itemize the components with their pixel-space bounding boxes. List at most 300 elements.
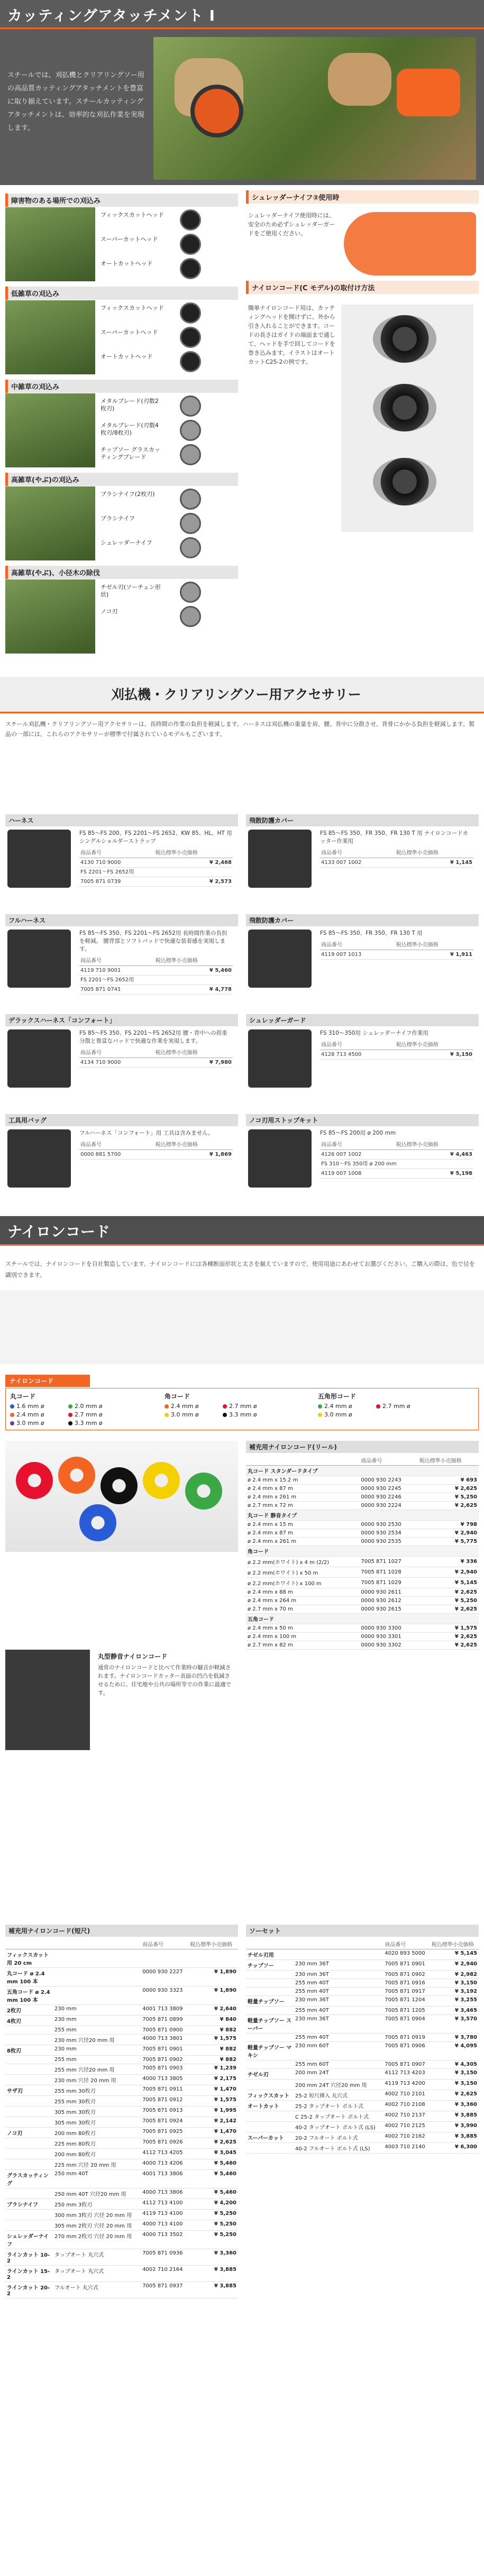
usage-group-title: 高雑草(やぶ)の刈込み bbox=[5, 473, 238, 486]
accessory-desc-text: FS 85〜FS 350、FS 2201〜FS 2652用 腰・背中への荷重分散と豊富なパッドで快適な作業を実現します。 bbox=[79, 1030, 227, 1044]
part-spec: 230 mm 36T bbox=[294, 1971, 383, 1979]
table-row bbox=[5, 2045, 238, 2056]
code-header: 商品番号 bbox=[320, 1140, 395, 1150]
accessory-body bbox=[5, 1029, 238, 1114]
table-row bbox=[246, 1971, 479, 1979]
usage-items bbox=[101, 207, 238, 280]
table-row bbox=[5, 1986, 238, 2005]
accessory-image bbox=[248, 1029, 312, 1088]
product-price: ¥ 3,150 bbox=[430, 2080, 479, 2090]
usage-photo bbox=[5, 486, 95, 560]
part-spec: 250 mm 40T 穴径20 mm 用 bbox=[53, 2188, 141, 2199]
table-row bbox=[79, 1150, 233, 1160]
product-code: 7005 871 0901 bbox=[141, 2045, 188, 2056]
cord-reel-icon bbox=[16, 1462, 53, 1499]
accessory-price-table bbox=[320, 941, 473, 960]
cord-reel-icon bbox=[185, 1473, 222, 1510]
part-spec: 255 mm 30枚刃 bbox=[53, 2085, 141, 2096]
color-dot-icon bbox=[68, 1404, 72, 1409]
product-code: 0000 930 2615 bbox=[359, 1605, 417, 1614]
cord-size-label: 3.3 mm ø bbox=[75, 1420, 103, 1427]
table-row bbox=[246, 2034, 479, 2042]
price-header: 税込標準小売価格 bbox=[154, 849, 233, 858]
accessory-desc bbox=[79, 830, 233, 887]
product-price: ¥ 2,625 bbox=[418, 1641, 479, 1650]
usage-item bbox=[101, 486, 238, 511]
attachment-usage-list bbox=[5, 190, 238, 656]
product-price: ¥ 2,142 bbox=[188, 2117, 238, 2128]
reel-table-title: 補充用ナイロンコード(リール) bbox=[246, 1441, 479, 1453]
usage-item-label: メタルブレード(刃数2枚刃) bbox=[101, 398, 159, 412]
product-price: ¥ 1,995 bbox=[188, 2106, 238, 2117]
product-code: 7005 871 0937 bbox=[141, 2282, 188, 2298]
row-subtitle: FS 310〜FS 350用 ø 200 mm bbox=[320, 1160, 473, 1169]
reel-group-name: 丸コード 静音タイプ bbox=[246, 1510, 479, 1521]
table-row bbox=[5, 2170, 238, 2188]
square-cord-list bbox=[165, 1392, 281, 1419]
part-spec: 255 mm 60T bbox=[294, 2060, 383, 2069]
usage-item bbox=[101, 579, 238, 604]
product-code: 4002 710 2101 bbox=[383, 2090, 430, 2101]
table-row bbox=[246, 1538, 479, 1546]
product-price: ¥ 3,150 bbox=[395, 1050, 473, 1060]
table-row bbox=[246, 2060, 479, 2069]
table-row bbox=[246, 1521, 479, 1529]
price-header: 税込標準小売価格 bbox=[395, 849, 473, 858]
accessory-title: 飛散防護カバー bbox=[246, 814, 479, 826]
part-spec: 230 mm bbox=[53, 2016, 141, 2026]
shredder-note-heading: シュレッダーナイフ②使用時 bbox=[246, 190, 479, 204]
reel-spec: ø 2.4 mm x 88 m bbox=[246, 1588, 359, 1597]
color-dot-icon bbox=[68, 1413, 72, 1417]
code-header: 商品番号 bbox=[383, 1939, 430, 1949]
accessory-desc-text: FS 85〜FS 350、FS 2201〜FS 2652用 長時間作業の負担を軽減。 腰背部とソフトパッドで快適な装着感を実現します。 bbox=[79, 930, 227, 952]
blade-icon bbox=[180, 395, 201, 417]
part-spec: フルオート 丸穴式 bbox=[53, 2282, 141, 2298]
table-row bbox=[320, 1169, 473, 1179]
reel-spec: ø 2.4 mm x 87 m bbox=[246, 1485, 359, 1493]
product-price bbox=[188, 1949, 238, 1968]
table-row bbox=[246, 1633, 479, 1641]
reel-spec: ø 2.4 mm x 15 m bbox=[246, 1521, 359, 1529]
table-row bbox=[5, 1968, 238, 1986]
table-row bbox=[5, 2035, 238, 2045]
product-price: ¥ 4,095 bbox=[430, 2042, 479, 2060]
product-code: 0000 930 2245 bbox=[359, 1485, 417, 1493]
code-header: 商品番号 bbox=[320, 941, 395, 950]
product-price: ¥ 7,980 bbox=[154, 1058, 233, 1068]
accessories-left-column bbox=[5, 814, 238, 1214]
accessory-title: シュレッダーガード bbox=[246, 1014, 479, 1026]
spool-icon bbox=[373, 315, 436, 363]
pentagon-cord-list bbox=[318, 1392, 434, 1419]
table-row bbox=[5, 2149, 238, 2159]
accessory-body bbox=[246, 930, 479, 1014]
reel-price-table bbox=[246, 1441, 479, 1650]
usage-group bbox=[5, 380, 238, 470]
part-spec: 230 mm 36T bbox=[294, 2015, 383, 2034]
part-spec bbox=[53, 1968, 141, 1986]
product-code: 0000 930 2243 bbox=[359, 1476, 417, 1485]
part-spec: 255 mm 40T bbox=[294, 1988, 383, 1996]
accessory-title: ノコ刃用ストップキット bbox=[246, 1114, 479, 1126]
part-name bbox=[246, 2122, 294, 2132]
product-code: 0000 881 5700 bbox=[79, 1150, 154, 1160]
blade-icon bbox=[180, 489, 201, 510]
product-price: ¥ 882 bbox=[188, 2056, 238, 2064]
part-name bbox=[246, 1979, 294, 1988]
spool-icon bbox=[373, 384, 436, 431]
code-header: 商品番号 bbox=[79, 849, 154, 858]
usage-item bbox=[101, 207, 238, 232]
cord-size-item bbox=[223, 1411, 281, 1419]
cutting-head-icon bbox=[180, 351, 201, 372]
square-cord-title: 角コード bbox=[165, 1393, 190, 1400]
usage-item-label: ブラシナイフ(2枚刃) bbox=[101, 491, 155, 498]
table-row bbox=[5, 2016, 238, 2026]
product-code: 0000 930 2534 bbox=[359, 1529, 417, 1538]
accessory-desc bbox=[79, 1029, 233, 1068]
usage-items bbox=[101, 300, 238, 373]
product-price: ¥ 2,640 bbox=[188, 2005, 238, 2016]
spec-header bbox=[53, 1939, 141, 1949]
accessory-price-table bbox=[320, 1140, 473, 1179]
product-code: 4119 007 1008 bbox=[320, 1169, 395, 1179]
usage-item-label: オートカットヘッド bbox=[101, 353, 153, 360]
product-code: 4112 713 4100 bbox=[141, 2199, 188, 2210]
table-row bbox=[5, 2117, 238, 2128]
part-spec: 230 mm 穴径20 mm 用 bbox=[53, 2035, 141, 2045]
usage-item bbox=[101, 535, 238, 559]
product-price: ¥ 5,775 bbox=[418, 1538, 479, 1546]
table-header-row bbox=[246, 1939, 479, 1949]
name-header bbox=[5, 1939, 53, 1949]
product-code: 4119 007 1013 bbox=[320, 950, 395, 960]
product-code: 4119 713 4100 bbox=[141, 2210, 188, 2220]
reel-group-name: 丸コード スタンダードタイプ bbox=[246, 1466, 479, 1476]
product-price: ¥ 2,982 bbox=[430, 1971, 479, 1979]
cord-size-item bbox=[68, 1402, 126, 1411]
reel-spec: ø 2.2 mm(ホワイト) x 50 m bbox=[246, 1567, 359, 1578]
table-row bbox=[79, 985, 233, 995]
table-row bbox=[246, 2132, 479, 2143]
usage-item-label: ノコ刃 bbox=[101, 608, 118, 615]
product-price: ¥ 4,463 bbox=[395, 1150, 473, 1160]
table-row bbox=[246, 1949, 479, 1960]
product-price: ¥ 693 bbox=[418, 1476, 479, 1485]
usage-items bbox=[101, 486, 238, 559]
part-spec: 255 mm 30枚刃 bbox=[53, 2096, 141, 2106]
color-dot-icon bbox=[223, 1413, 227, 1417]
cord-size-item bbox=[318, 1411, 376, 1419]
accessory-desc-text: フルハーネス「コンフォート」用 工具は含みません。 bbox=[79, 1130, 214, 1136]
product-code: 0000 930 2611 bbox=[359, 1588, 417, 1597]
cord-size-item bbox=[165, 1411, 223, 1419]
cutting-head-icon bbox=[180, 302, 201, 324]
table-row bbox=[5, 2231, 238, 2249]
accessory-title: フルハーネス bbox=[5, 914, 238, 926]
accessory-desc-text: FS 85〜FS 200、FS 2201〜FS 2652、KW 85、HL、HT 用 シングルショルダーストラップ bbox=[79, 830, 232, 844]
part-spec: 40-2 タップオート ボルト式 (LS) bbox=[294, 2122, 383, 2132]
table-row bbox=[246, 1624, 479, 1633]
part-name: ラインカット 15-2 bbox=[5, 2266, 53, 2282]
product-code: 0000 930 2530 bbox=[359, 1521, 417, 1529]
table-row bbox=[246, 2069, 479, 2080]
part-name: 丸コード ø 2.4 mm 100 本 bbox=[5, 1968, 53, 1986]
shredder-guard-image bbox=[344, 212, 476, 275]
part-name: シュレッダーナイフ bbox=[5, 2231, 53, 2249]
table-row bbox=[79, 868, 233, 877]
cord-size-label: 2.0 mm ø bbox=[75, 1403, 103, 1410]
table-row bbox=[5, 2199, 238, 2210]
part-spec bbox=[53, 1986, 141, 2005]
reel-spec: ø 2.4 mm x 264 m bbox=[246, 1597, 359, 1605]
product-price: ¥ 5,460 bbox=[188, 2159, 238, 2170]
table-row bbox=[5, 2138, 238, 2149]
part-spec bbox=[294, 1949, 383, 1960]
cord-reel-icon bbox=[143, 1462, 180, 1499]
product-price: ¥ 2,175 bbox=[188, 2075, 238, 2085]
part-spec: C 25-2 タップオート ボルト式 bbox=[294, 2111, 383, 2122]
table-row bbox=[320, 1050, 473, 1060]
product-price: ¥ 1,575 bbox=[418, 1624, 479, 1633]
parts-right bbox=[246, 1925, 479, 2154]
product-code: 7005 871 0917 bbox=[383, 1988, 430, 1996]
nylon-install-diagram bbox=[341, 305, 473, 532]
color-dot-icon bbox=[318, 1404, 322, 1409]
price-header: 税込標準小売価格 bbox=[418, 1455, 479, 1466]
product-price: ¥ 1,239 bbox=[188, 2064, 238, 2075]
product-price: ¥ 2,573 bbox=[154, 877, 233, 887]
cord-size-label: 3.0 mm ø bbox=[324, 1411, 352, 1418]
product-code: 4000 713 3806 bbox=[141, 2188, 188, 2199]
part-name: 軽量チップソー スーパー bbox=[246, 2015, 294, 2034]
part-name bbox=[5, 2106, 53, 2117]
part-spec bbox=[53, 1949, 141, 1968]
table-row bbox=[5, 2026, 238, 2035]
reel-spec: ø 2.4 mm x 50 m bbox=[246, 1624, 359, 1633]
usage-item bbox=[101, 418, 238, 442]
product-code: 7005 871 1029 bbox=[359, 1578, 417, 1588]
cord-size-item bbox=[165, 1402, 223, 1411]
color-dot-icon bbox=[10, 1413, 14, 1417]
part-spec: 255 mm bbox=[53, 2026, 141, 2035]
part-spec: 255 mm 40T bbox=[294, 1979, 383, 1988]
table-row bbox=[246, 2007, 479, 2015]
table-row bbox=[246, 1557, 479, 1567]
usage-item-label: チゼル刃(ソーチェン形状) bbox=[101, 584, 161, 598]
part-name: フィックスカット用 20 cm bbox=[5, 1949, 53, 1968]
part-spec: 305 mm 30枚刃 bbox=[53, 2106, 141, 2117]
part-spec: 230 mm bbox=[53, 2045, 141, 2056]
part-name bbox=[246, 1971, 294, 1979]
parts-right-title: ソーセット bbox=[246, 1925, 479, 1937]
product-price: ¥ 3,780 bbox=[430, 2034, 479, 2042]
price-header: 税込標準小売価格 bbox=[154, 956, 233, 966]
part-name bbox=[246, 2080, 294, 2090]
table-row bbox=[246, 2042, 479, 2060]
accessory-image bbox=[248, 930, 312, 988]
part-name: 2枚刃 bbox=[5, 2005, 53, 2016]
part-spec: 230 mm bbox=[53, 2005, 141, 2016]
part-spec: 305 mm 2枚刃 穴径 20 mm 用 bbox=[53, 2220, 141, 2231]
table-row bbox=[246, 2143, 479, 2154]
usage-group-title: 中雑草の刈込み bbox=[5, 380, 238, 393]
color-dot-icon bbox=[318, 1413, 322, 1417]
cord-size-item bbox=[318, 1402, 376, 1411]
table-row bbox=[246, 1588, 479, 1597]
accessory-price-table bbox=[79, 1140, 233, 1160]
cord-size-label: 2.4 mm ø bbox=[16, 1411, 44, 1418]
product-code: 7005 871 0926 bbox=[141, 2138, 188, 2149]
table-header-row bbox=[246, 1455, 479, 1466]
product-price: ¥ 3,465 bbox=[430, 2007, 479, 2015]
glove-shape bbox=[328, 53, 391, 106]
product-price: ¥ 5,460 bbox=[154, 966, 233, 976]
reel-spec: ø 2.2 mm(ホワイト) x 100 m bbox=[246, 1578, 359, 1588]
product-price: ¥ 2,940 bbox=[430, 1960, 479, 1971]
reel-spec: ø 2.4 mm x 261 m bbox=[246, 1493, 359, 1502]
product-code: 7005 871 0925 bbox=[141, 2128, 188, 2138]
table-row bbox=[320, 1160, 473, 1169]
product-price: ¥ 1,145 bbox=[395, 858, 473, 868]
product-code: 7005 871 0907 bbox=[383, 2060, 430, 2069]
product-code: 0000 930 3300 bbox=[359, 1624, 417, 1633]
product-code: 4000 713 4100 bbox=[141, 2220, 188, 2231]
part-name: 軽量チップソー bbox=[246, 1996, 294, 2007]
usage-item bbox=[101, 393, 238, 418]
product-code: 7005 871 0911 bbox=[141, 2085, 188, 2096]
table-row bbox=[246, 1529, 479, 1538]
product-price: ¥ 2,625 bbox=[188, 2138, 238, 2149]
usage-item bbox=[101, 256, 238, 280]
product-price: ¥ 4,200 bbox=[188, 2199, 238, 2210]
part-spec: 200 mm 24T bbox=[294, 2069, 383, 2080]
accessory-body bbox=[246, 1029, 479, 1114]
reel-group-name: 角コード bbox=[246, 1546, 479, 1557]
product-price: ¥ 2,468 bbox=[154, 858, 233, 868]
part-name: チップソー bbox=[246, 1960, 294, 1971]
part-name: 8枚刃 bbox=[5, 2045, 53, 2056]
part-spec: 300 mm 3枚刃 穴径 20 mm 用 bbox=[53, 2210, 141, 2220]
product-code: 4000 713 3805 bbox=[141, 2075, 188, 2085]
reel-spec: ø 2.7 mm x 70 m bbox=[246, 1605, 359, 1614]
accessory-title: 工具用バッグ bbox=[5, 1114, 238, 1126]
parts-left bbox=[5, 1925, 238, 2298]
nylon-title-bar bbox=[0, 1216, 484, 1246]
table-row bbox=[246, 1597, 479, 1605]
part-name bbox=[246, 2111, 294, 2122]
part-name: ブラシナイフ bbox=[5, 2199, 53, 2210]
part-name bbox=[5, 2188, 53, 2199]
title-underline bbox=[0, 712, 484, 713]
cord-size-item bbox=[10, 1419, 68, 1428]
product-code: 0000 930 2612 bbox=[359, 1597, 417, 1605]
product-code: 4119 710 9001 bbox=[79, 966, 154, 976]
usage-photo bbox=[5, 300, 95, 374]
table-row bbox=[5, 2096, 238, 2106]
trimmer-guard-shape bbox=[397, 69, 460, 116]
table-row bbox=[246, 1578, 479, 1588]
product-price: ¥ 840 bbox=[188, 2016, 238, 2026]
blade-icon bbox=[180, 582, 201, 603]
nylon-intro: スチールでは、ナイロンコードを自社製造しています。ナイロンコードには各種断面形状と太さを揃えていますので、使用用途にあわせてお選びください。ご購入の際は、色で径を識別できます。 bbox=[5, 1261, 475, 1278]
color-dot-icon bbox=[68, 1421, 72, 1425]
accessory-desc-text: FS 85〜FS 200用 ø 200 mm bbox=[320, 1130, 396, 1136]
usage-group bbox=[5, 287, 238, 376]
product-price: ¥ 2,625 bbox=[418, 1485, 479, 1493]
table-row bbox=[79, 858, 233, 868]
part-spec: 255 mm 40T bbox=[294, 2007, 383, 2015]
usage-photo bbox=[5, 393, 95, 467]
product-price: ¥ 2,625 bbox=[418, 1633, 479, 1641]
reel-spec: ø 2.7 mm x 72 m bbox=[246, 1502, 359, 1510]
table-row bbox=[246, 1476, 479, 1485]
reel-spec: ø 2.4 mm x 261 m bbox=[246, 1538, 359, 1546]
spec-header bbox=[294, 1939, 383, 1949]
product-code: 7005 871 0912 bbox=[141, 2096, 188, 2106]
product-code: 4003 710 2140 bbox=[383, 2143, 430, 2154]
part-spec: 230 mm 36T bbox=[294, 1996, 383, 2007]
table-row bbox=[246, 1567, 479, 1578]
usage-item-label: フィックスカットヘッド bbox=[101, 305, 164, 311]
product-price: ¥ 1,575 bbox=[188, 2096, 238, 2106]
accessory-body bbox=[5, 830, 238, 914]
accessory-price-table bbox=[320, 1041, 473, 1060]
usage-group bbox=[5, 566, 238, 656]
part-name bbox=[5, 2210, 53, 2220]
product-code: 4002 710 2125 bbox=[383, 2122, 430, 2132]
part-spec: 225 mm 穴径 20 mm 用 bbox=[53, 2159, 141, 2170]
color-dot-icon bbox=[376, 1404, 380, 1409]
part-name bbox=[5, 2056, 53, 2064]
usage-item bbox=[101, 442, 238, 466]
product-code: 7005 871 0741 bbox=[79, 985, 154, 995]
nylon-install-heading: ナイロンコード(C モデル)の取付け方法 bbox=[246, 281, 479, 294]
table-row bbox=[320, 1150, 473, 1160]
part-spec: 255 mm 穴径20 mm 用 bbox=[53, 2064, 141, 2075]
product-code: 0000 930 2227 bbox=[141, 1968, 188, 1986]
product-price: ¥ 5,250 bbox=[418, 1597, 479, 1605]
cord-size-label: 3.3 mm ø bbox=[229, 1411, 257, 1418]
usage-item-label: オートカットヘッド bbox=[101, 260, 153, 267]
hero-photo bbox=[153, 37, 476, 180]
table-row bbox=[246, 2090, 479, 2101]
cord-size-item bbox=[68, 1411, 126, 1419]
product-price: ¥ 1,890 bbox=[188, 1968, 238, 1986]
product-code: 0000 930 3302 bbox=[359, 1641, 417, 1650]
product-price: ¥ 1,575 bbox=[188, 2035, 238, 2045]
product-code: 4130 710 9000 bbox=[79, 858, 154, 868]
part-name bbox=[5, 2159, 53, 2170]
product-code: 4020 893 5000 bbox=[383, 1949, 430, 1960]
accessories-right-column bbox=[246, 814, 479, 1214]
part-spec: 25-2 短尺挿入 丸穴式 bbox=[294, 2090, 383, 2101]
product-price: ¥ 5,460 bbox=[188, 2188, 238, 2199]
part-spec: 305 mm 30枚刃 bbox=[53, 2117, 141, 2128]
product-price: ¥ 3,885 bbox=[430, 2111, 479, 2122]
title-underline bbox=[0, 27, 484, 29]
cutting-head-icon bbox=[180, 327, 201, 348]
part-spec: 250 mm 40T bbox=[53, 2170, 141, 2188]
cutting-head-icon bbox=[180, 234, 201, 255]
part-name bbox=[246, 1988, 294, 1996]
product-code: 7005 871 0936 bbox=[141, 2249, 188, 2266]
product-price: ¥ 3,255 bbox=[430, 1996, 479, 2007]
cord-size-label: 2.7 mm ø bbox=[75, 1411, 103, 1418]
product-price: ¥ 5,250 bbox=[418, 1493, 479, 1502]
table-row bbox=[246, 1485, 479, 1493]
